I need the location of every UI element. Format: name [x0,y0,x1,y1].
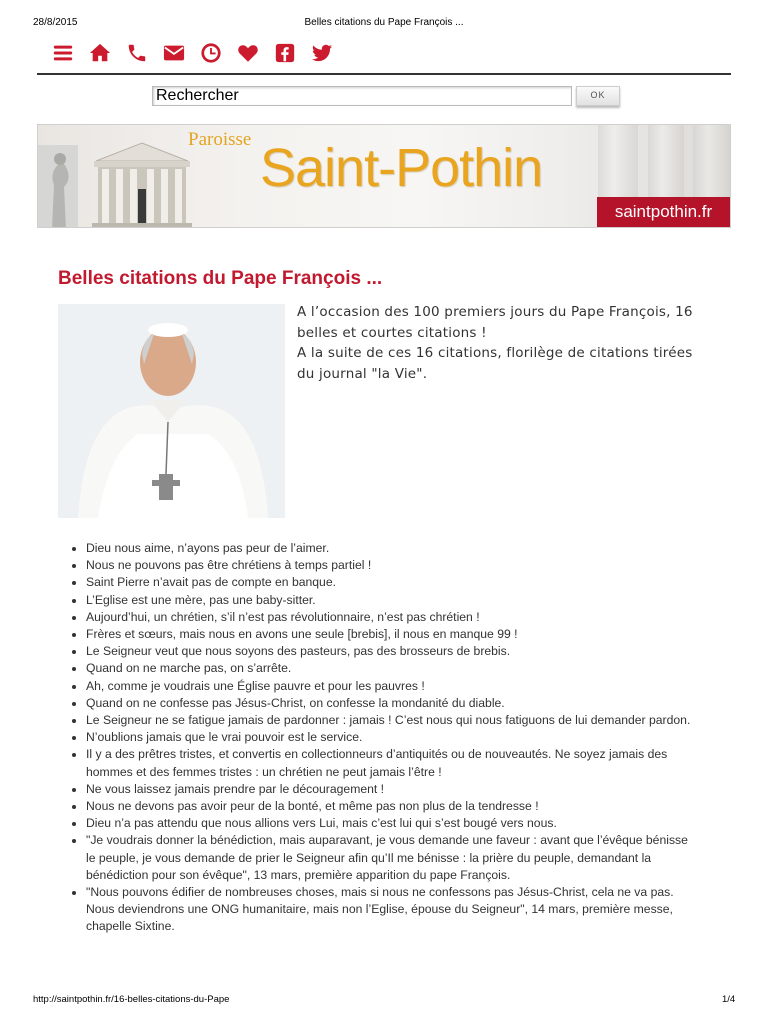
quote-item: • Dieu nous aime, n’ayons pas peur de l’aimer. [86,540,698,557]
quote-item: • Nous ne devons pas avoir peur de la bonté, et même pas non plus de la tendresse ! [86,798,698,815]
quote-item: • Saint Pierre n’avait pas de compte en banque. [86,574,698,591]
menu-icon[interactable] [52,42,74,64]
search-ok-button[interactable]: OK [576,86,620,106]
quote-item: • Frères et sœurs, mais nous en avons une seule [brebis], il nous en manque 99 ! [86,626,698,643]
quote-item: • Le Seigneur ne se fatigue jamais de pardonner : jamais ! C’est nous qui nous fatiguons de lui demander pardon. [86,712,698,729]
parish-banner[interactable] [37,124,731,228]
article-intro [297,302,697,384]
quote-item: • Le Seigneur veut que nous soyons des pasteurs, pas des brosseurs de brebis. [86,643,698,660]
nav-icon-bar [52,38,348,68]
clock-icon[interactable] [200,42,222,64]
quote-item: • "Nous pouvons édifier de nombreuses choses, mais si nous ne confessons pas Jésus-Christ, cela ne va pas. Nous deviendrons une ONG humanitaire, mais non l’Eglise, épouse du Seigneur", 14 mars, première messe, chapelle Sixtine. [86,884,698,936]
quote-item: • Ne vous laissez jamais prendre par le découragement ! [86,781,698,798]
banner-paroisse: Paroisse [188,129,252,150]
heart-icon[interactable] [237,42,259,64]
banner-parish-name: Saint-Pothin [260,138,543,198]
print-url[interactable]: http://saintpothin.fr/16-belles-citations-du-Pape [33,994,230,1005]
search-input[interactable] [152,86,572,106]
quotes-list [58,540,698,936]
quote-item: • Quand on ne confesse pas Jésus-Christ, on confesse la mondanité du diable. [86,695,698,712]
church-image [92,139,192,228]
mail-icon[interactable] [163,42,185,64]
quote-item: • L’Eglise est une mère, pas une baby-sitter. [86,592,698,609]
header-divider [37,73,731,75]
print-header [0,17,768,31]
intro-paragraph: A la suite de ces 16 citations, florilège de citations tirées du journal "la Vie". [297,345,693,382]
quote-item: • N’oublions jamais que le vrai pouvoir est le service. [86,729,698,746]
statue-image [38,145,78,228]
quote-item: • Dieu n’a pas attendu que nous allions vers Lui, mais c’est lui qui s’est bougé vers nous. [86,815,698,832]
facebook-icon[interactable] [274,42,296,64]
pope-photo [58,304,285,518]
quote-item: • "Je voudrais donner la bénédiction, mais auparavant, je vous demande une faveur : avant que l’évêque bénisse le peuple, je vous demande de prier le Seigneur afin qu’Il me bénisse : la prière du peuple, demandant la bénédiction pour son évêque", 13 mars, première apparition du pape François. [86,832,698,884]
home-icon[interactable] [89,42,111,64]
banner-site-badge: saintpothin.fr [597,197,730,227]
print-date: 28/8/2015 [33,17,78,28]
quote-item: • Ah, comme je voudrais une Église pauvre et pour les pauvres ! [86,678,698,695]
quote-item: • Aujourd’hui, un chrétien, s’il n’est pas révolutionnaire, n’est pas chrétien ! [86,609,698,626]
page-number: 1/4 [722,994,736,1005]
quote-item: • Il y a des prêtres tristes, et convertis en collectionneurs d’antiquités ou de nouveautés. Ne soyez jamais des hommes et des femmes tristes : un chrétien ne peut jamais l’être ! [86,746,698,780]
quote-item: • Quand on ne marche pas, on s’arrête. [86,660,698,677]
twitter-icon[interactable] [311,42,333,64]
intro-paragraph: A l’occasion des 100 premiers jours du Pape François, 16 belles et courtes citations ! [297,304,693,341]
print-title: Belles citations du Pape François ... [304,17,464,28]
quote-item: • Nous ne pouvons pas être chrétiens à temps partiel ! [86,557,698,574]
page-title: Belles citations du Pape François ... [58,268,383,289]
phone-icon[interactable] [126,42,148,64]
